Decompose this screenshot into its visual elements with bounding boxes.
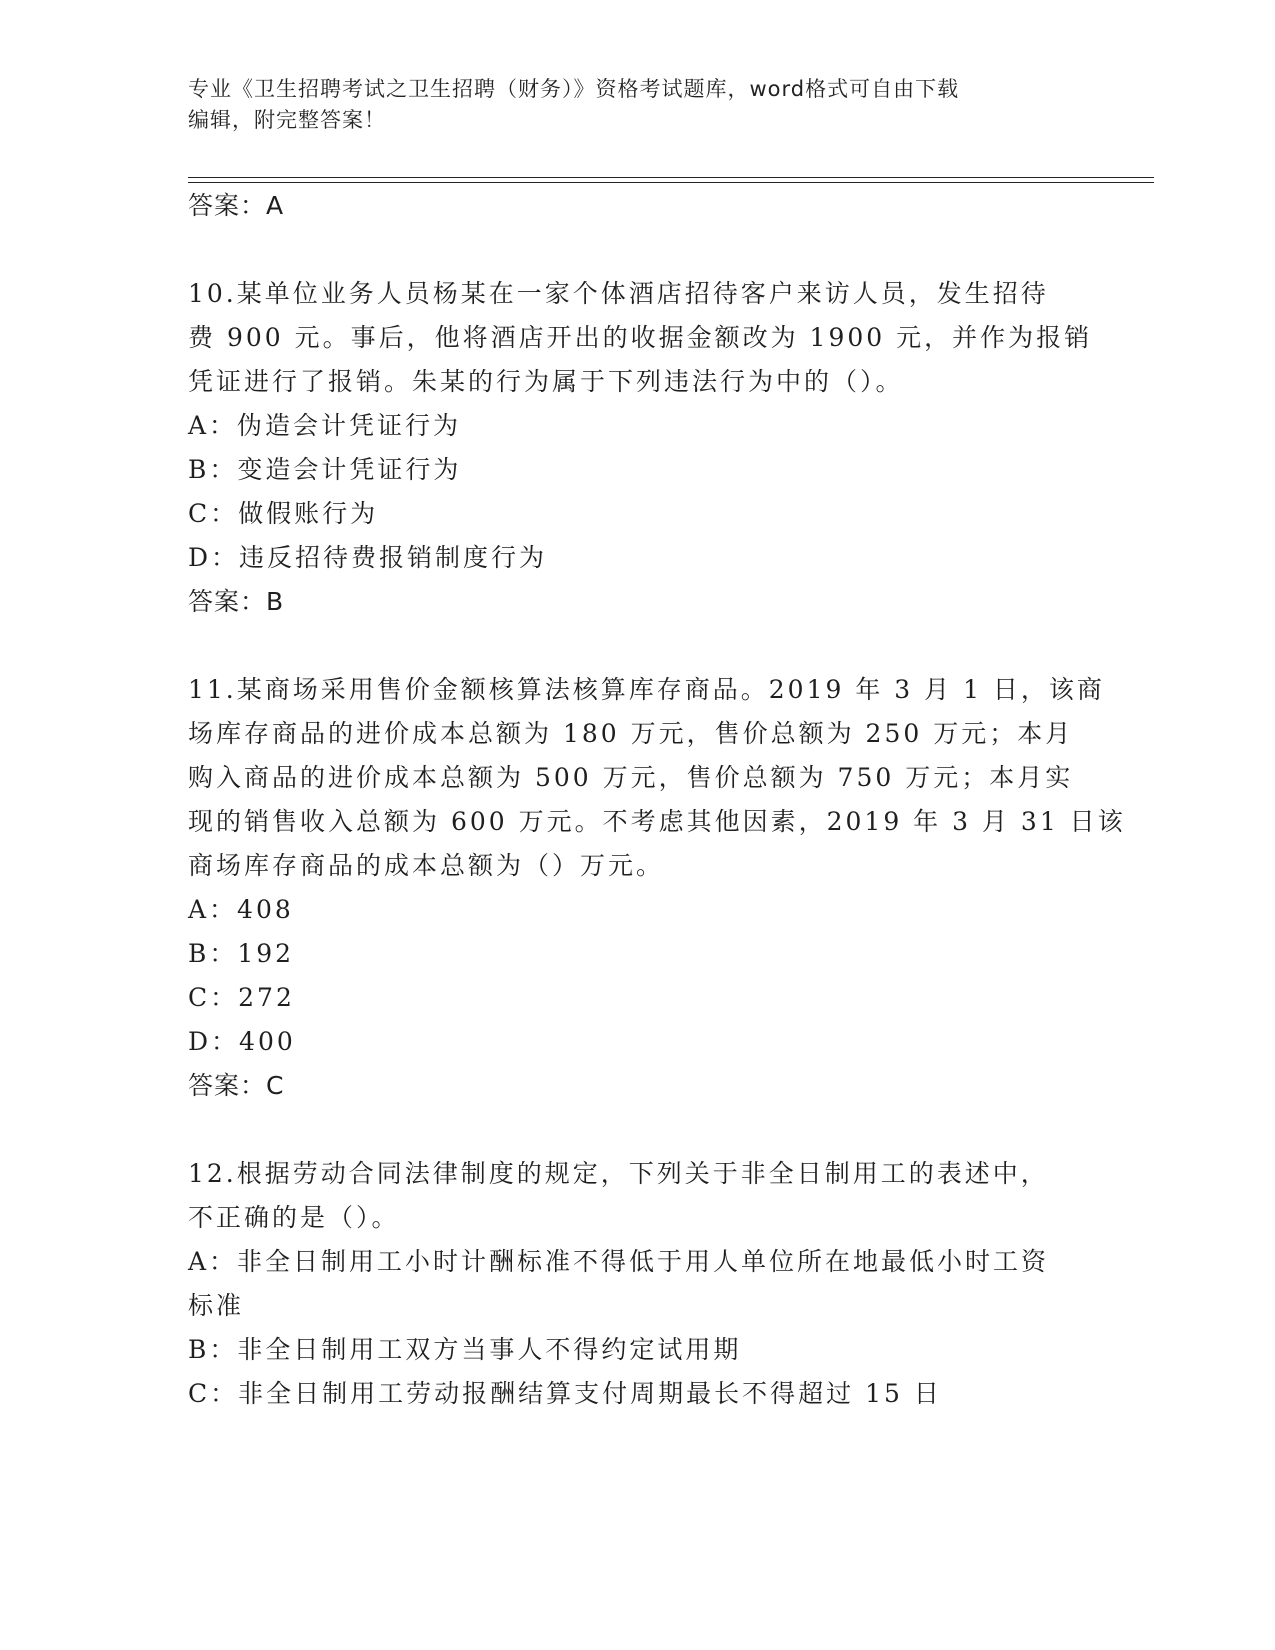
q12-text-line-1: 12.根据劳动合同法律制度的规定，下列关于非全日制用工的表述中， [188, 1159, 1049, 1188]
q11-text-line-5: 商场库存商品的成本总额为（）万元。 [188, 851, 665, 880]
answer-11: 答案：C [188, 1071, 285, 1100]
header-line-2: 编辑，附完整答案！ [188, 108, 386, 132]
q11-text-line-3: 购入商品的进价成本总额为 500 万元，售价总额为 750 万元；本月实 [188, 763, 1074, 792]
q10-option-c: C：做假账行为 [188, 499, 379, 528]
q12-option-b: B：非全日制用工双方当事人不得约定试用期 [188, 1335, 742, 1364]
q10-text-line-2: 费 900 元。事后，他将酒店开出的收据金额改为 1900 元，并作为报销 [188, 323, 1093, 352]
q11-option-a: A：408 [188, 895, 294, 924]
q11-text-line-1: 11.某商场采用售价金额核算法核算库存商品。2019 年 3 月 1 日，该商 [188, 675, 1105, 704]
q10-option-d: D：违反招待费报销制度行为 [188, 543, 548, 572]
q11-option-c: C：272 [188, 983, 295, 1012]
q10-option-b: B：变造会计凭证行为 [188, 455, 462, 484]
answer-9: 答案：A [188, 191, 285, 220]
q12-text-line-2: 不正确的是（）。 [188, 1203, 400, 1232]
q11-option-d: D：400 [188, 1027, 296, 1056]
q11-text-line-4: 现的销售收入总额为 600 万元。不考虑其他因素，2019 年 3 月 31 日该 [188, 807, 1126, 836]
q11-text-line-2: 场库存商品的进价成本总额为 180 万元，售价总额为 250 万元；本月 [188, 719, 1074, 748]
q12-option-a: A：非全日制用工小时计酬标准不得低于用人单位所在地最低小时工资 [188, 1247, 1050, 1276]
answer-10: 答案：B [188, 587, 285, 616]
header-divider-bottom [188, 182, 1154, 183]
q11-option-b: B：192 [188, 939, 295, 968]
q12-option-c: C：非全日制用工劳动报酬结算支付周期最长不得超过 15 日 [188, 1379, 942, 1408]
q10-text-line-3: 凭证进行了报销。朱某的行为属于下列违法行为中的（）。 [188, 367, 904, 396]
header-line-1: 专业《卫生招聘考试之卫生招聘（财务）》资格考试题库，word格式可自由下载 [188, 77, 960, 101]
q12-option-a-continued: 标准 [188, 1291, 245, 1320]
q10-option-a: A：伪造会计凭证行为 [188, 411, 462, 440]
document-header [188, 74, 1088, 136]
header-divider-top [188, 177, 1154, 178]
q10-text-line-1: 10.某单位业务人员杨某在一家个体酒店招待客户来访人员，发生招待 [188, 279, 1049, 308]
